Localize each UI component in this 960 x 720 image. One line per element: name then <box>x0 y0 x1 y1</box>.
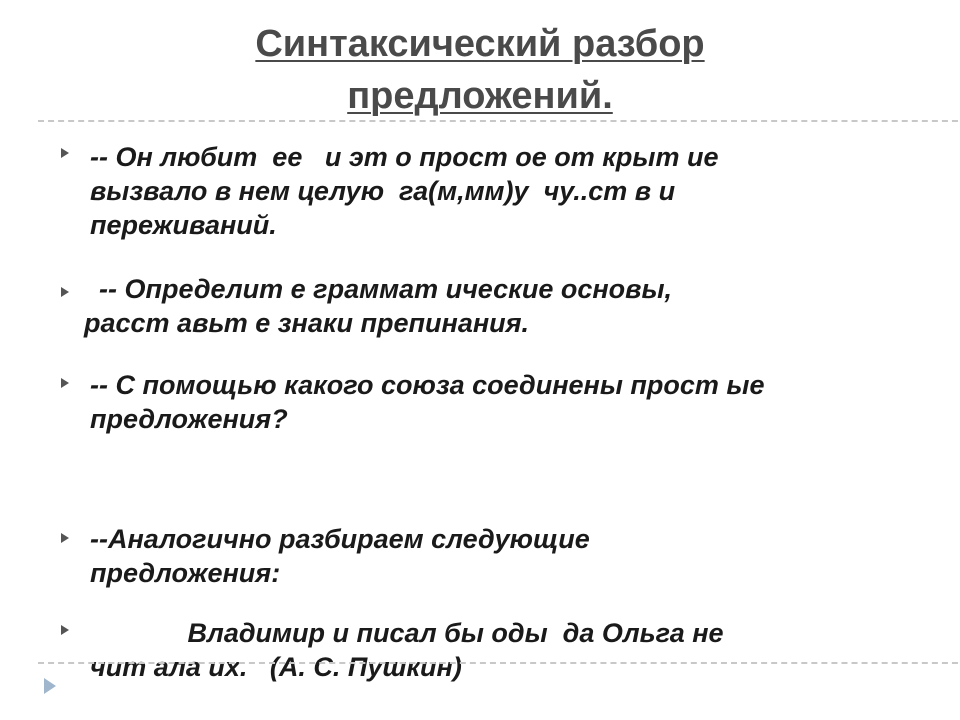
corner-triangle-icon <box>44 678 56 694</box>
bullet-3-line-1: -- С помощью какого союза соединены прост ые <box>90 370 765 400</box>
bullet-1-line-2: вызвало в нем целую га(м,мм)у чу..ст в и <box>90 176 676 206</box>
top-dashed-divider <box>38 120 960 122</box>
bullet-item-3 <box>90 368 930 436</box>
bullet-item-5 <box>90 616 930 684</box>
bullet-marker-icon <box>61 625 69 635</box>
bullet-4-line-2: предложения: <box>90 558 281 588</box>
bullet-4-line-1: --Аналогично разбираем следующие <box>90 524 590 554</box>
bullet-5-line-1: Владимир и писал бы оды да Ольга не <box>90 618 724 648</box>
bullet-5-line-2: чит ала их. (А. С. Пушкин) <box>90 652 462 682</box>
bullet-2-line-2: расст авьт е знаки препинания. <box>84 308 530 338</box>
bullet-item-1 <box>90 140 930 242</box>
bullet-marker-icon <box>61 287 69 297</box>
slide-title-line-2: предложений. <box>347 75 613 117</box>
bullet-2-line-1: -- Определит е граммат ические основы, <box>84 274 673 304</box>
bullet-marker-icon <box>61 148 69 158</box>
slide-title <box>0 18 960 122</box>
bullet-marker-icon <box>61 378 69 388</box>
slide-title-line-1: Синтаксический разбор <box>255 23 705 65</box>
bullet-marker-icon <box>61 533 69 543</box>
bullet-1-line-1: -- Он любит ее и эт о прост ое от крыт ие <box>90 142 719 172</box>
bottom-dashed-divider <box>38 662 960 664</box>
bullet-item-4 <box>90 522 930 590</box>
bullet-item-2 <box>84 272 924 340</box>
bullet-3-line-2: предложения? <box>90 404 288 434</box>
bullet-1-line-3: переживаний. <box>90 210 277 240</box>
